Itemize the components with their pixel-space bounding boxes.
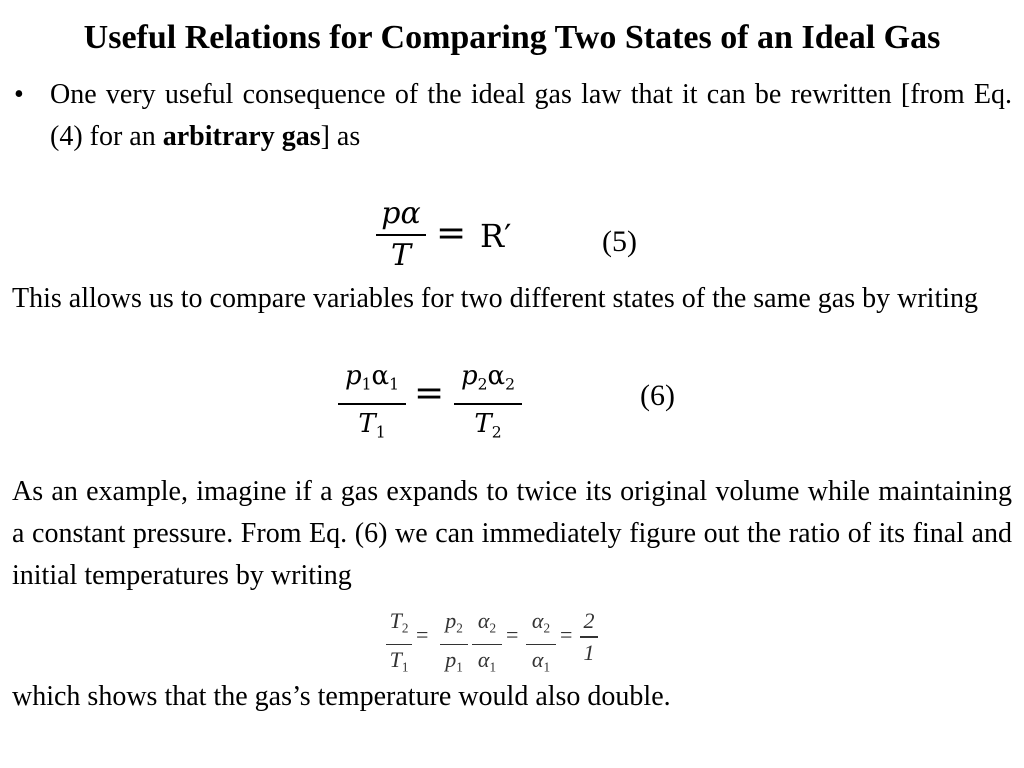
ratio-alpha2-b-sub: 2 — [543, 620, 551, 636]
ratio-T1-sub: 1 — [401, 659, 409, 675]
bullet-text-after: ] as — [320, 121, 361, 152]
bullet-text-before: One very useful consequence of the ideal gas law that it can be rewritten [from Eq. (4) for an — [50, 79, 1012, 152]
eq6-rhs-T-sub: 2 — [491, 423, 502, 442]
ratio-alpha2-a-sub: 2 — [489, 620, 497, 636]
eq6-rhs-alpha: α — [487, 361, 506, 391]
eq5-denominator: T — [390, 238, 411, 273]
ratio-alpha2-a-letter: α — [477, 608, 490, 633]
eq5-numerator: pα — [381, 196, 421, 231]
paragraph-2: This allows us to compare variables for two different states of the same gas by writing — [12, 283, 979, 314]
ratio-p2-letter: p — [445, 608, 457, 633]
ratio-equals-1: = — [416, 622, 429, 647]
ratio-p1-letter: p — [445, 647, 457, 673]
paragraph-4: which shows that the gas’s temperature would also double. — [12, 681, 671, 712]
equation-ratio — [386, 608, 606, 675]
ratio-alpha1-b-letter: α — [531, 647, 544, 673]
ratio-alpha2-b — [526, 608, 556, 642]
equation-6 — [338, 360, 538, 440]
ratio-result-den: 1 — [583, 639, 595, 665]
ratio-alpha1-a-letter: α — [477, 647, 490, 673]
eq6-rhs-alpha-sub: 2 — [505, 375, 516, 394]
ratio-bar-4 — [526, 644, 556, 646]
ratio-frac-alpha-b — [526, 608, 556, 681]
ratio-bar-2 — [440, 644, 468, 646]
ratio-p2 — [440, 608, 468, 642]
bullet-text-bold: arbitrary gas — [162, 121, 321, 152]
eq5-equals: = — [436, 213, 467, 254]
eq6-equals: = — [414, 373, 445, 414]
ratio-p1-sub: 1 — [456, 659, 463, 675]
eq5-label: (5) — [602, 225, 637, 258]
eq6-lhs-p: p — [344, 361, 362, 391]
ratio-equals-2: = — [506, 622, 519, 647]
ratio-frac-p — [440, 608, 468, 681]
eq6-label: (6) — [640, 379, 675, 412]
eq6-lhs-fraction — [338, 360, 406, 449]
slide-title: Useful Relations for Comparing Two States of an Ideal Gas — [83, 19, 941, 56]
bullet-marker: • — [14, 79, 24, 110]
ratio-alpha2-a — [472, 608, 502, 642]
ratio-alpha1-a-sub: 1 — [489, 659, 497, 675]
eq6-lhs-bar — [338, 403, 406, 405]
ratio-equals-3: = — [560, 622, 573, 647]
ratio-result-num: 2 — [583, 608, 595, 633]
eq6-lhs-denominator — [338, 408, 406, 448]
ratio-bar-1 — [386, 644, 412, 646]
ratio-frac-alpha-a — [472, 608, 502, 681]
eq6-lhs-numerator — [338, 360, 406, 400]
ratio-alpha2-b-letter: α — [531, 608, 544, 633]
ratio-T1-letter: T — [389, 647, 402, 673]
eq5-rhs: R′ — [480, 217, 512, 255]
eq5-fraction — [376, 196, 426, 274]
eq6-rhs-T: T — [474, 409, 492, 440]
eq6-rhs-p-sub: 2 — [477, 375, 488, 394]
bullet-text — [50, 74, 1012, 158]
eq6-lhs-alpha-sub: 1 — [389, 375, 400, 394]
ratio-p2-sub: 2 — [456, 620, 463, 636]
eq6-lhs-T: T — [358, 409, 376, 440]
eq6-rhs-denominator — [454, 408, 522, 448]
eq6-rhs-fraction — [454, 360, 522, 449]
eq5-fraction-bar — [376, 234, 426, 236]
ratio-frac-T — [386, 608, 412, 681]
ratio-T2 — [386, 608, 412, 642]
ratio-bar-5 — [580, 636, 598, 638]
ratio-frac-result — [580, 608, 598, 666]
ratio-bar-3 — [472, 644, 502, 646]
eq6-rhs-bar — [454, 403, 522, 405]
ratio-alpha1-b-sub: 1 — [543, 659, 551, 675]
paragraph-3: As an example, imagine if a gas expands to twice its original volume while maintaining a constant pressure. From Eq. (6) we can immediately figure out the ratio of its final and initial temperatures by writing — [12, 476, 1012, 591]
eq6-rhs-p: p — [460, 361, 478, 391]
eq6-lhs-p-sub: 1 — [361, 375, 372, 394]
ratio-T2-letter: T — [389, 608, 402, 633]
eq6-lhs-T-sub: 1 — [375, 423, 386, 442]
eq6-rhs-numerator — [454, 360, 522, 400]
ratio-T2-sub: 2 — [401, 620, 409, 636]
eq6-lhs-alpha: α — [371, 361, 390, 391]
equation-5 — [376, 196, 536, 282]
